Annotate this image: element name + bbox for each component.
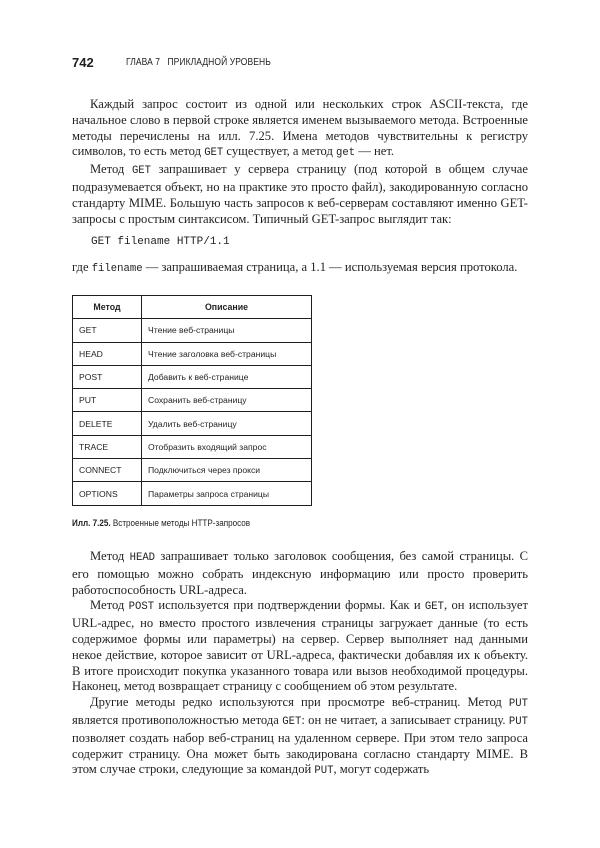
paragraph-get-method: Метод GET запрашивает у сервера страницу (под которой в общем случае подразумевается объект, но на практике это просто файл), закодированную согласно стандарту MIME. Большую часть запросов к веб-серверам составляют именно GET-запросы с простым синтаксисом. Типичный GET-запрос выглядит так:	[72, 162, 528, 226]
paragraph-put-method: Другие методы редко используются при просмотре веб-страниц. Метод PUT является противоположностью метода GET: он не читает, а записывает страницу. PUT позволяет создать набор веб-страниц на удаленном сервере. При этом тело запроса содержит страницу. Она может быть закодирована согласно стандарту MIME. В этом случае строки, следующие за командой PUT, могут содержать	[72, 695, 528, 778]
paragraph-head-method: Метод HEAD запрашивает только заголовок сообщения, без самой страницы. С его помощью можно собрать индексную информацию или просто проверить работоспособность URL-адреса.	[72, 549, 529, 597]
paragraph-request-structure: Каждый запрос состоит из одной или нескольких строк ASCII-текста, где начальное слово в первой строке является именем вызываемого метода. Встроенные методы перечислены на илл. 7.25. Имена методов чувствительны к регистру символов, то есть метод GET существует, а метод get — нет.	[72, 97, 528, 160]
inline-code: PUT	[314, 765, 334, 778]
table-row	[73, 412, 312, 435]
inline-code: PUT	[508, 698, 528, 711]
method-cell: DELETE	[73, 412, 142, 435]
body-text	[72, 549, 528, 780]
table-row	[73, 342, 312, 365]
inline-code: PUT	[508, 715, 528, 728]
caption-text: Встроенные методы HTTP-запросов	[110, 518, 251, 528]
intro-text	[72, 97, 528, 227]
chapter-title: ГЛАВА 7 ПРИКЛАДНОЙ УРОВЕНЬ	[126, 57, 271, 68]
running-header	[72, 55, 532, 71]
inline-code: POST	[128, 601, 155, 614]
inline-code: GET	[282, 715, 302, 728]
method-cell: PUT	[73, 389, 142, 412]
figure-caption	[72, 518, 250, 528]
code-example: GET filename HTTP/1.1	[91, 236, 230, 248]
inline-code: HEAD	[129, 552, 156, 564]
method-cell: OPTIONS	[73, 482, 142, 505]
table-row	[73, 365, 312, 388]
description-cell: Чтение заголовка веб-страницы	[142, 342, 312, 365]
page-number: 742	[72, 55, 94, 70]
table-row	[73, 459, 312, 482]
inline-code: GET	[131, 165, 152, 178]
http-methods-table	[72, 295, 312, 506]
table-row	[73, 389, 312, 412]
method-cell: CONNECT	[73, 459, 142, 482]
description-cell: Добавить к веб-странице	[142, 365, 312, 388]
caption-label: Илл. 7.25.	[72, 518, 111, 528]
method-cell: POST	[73, 365, 142, 388]
paragraph-post-method: Метод POST используется при подтверждении формы. Как и GET, он использует URL-адрес, но вместо простого извлечения страницы загружает данные (то есть содержимое формы или параметры) на сервер. Сервер выполняет над данными некое действие, которое зависит от URL-адреса, фактически добавляя их к объекту. В итоге происходит покупка указанного товара или вызов необходимой процедуры. Наконец, метод возвращает страницу с сообщением об этом результате.	[72, 598, 528, 694]
inline-code: GET	[204, 147, 224, 160]
inline-code: filename	[91, 263, 143, 275]
description-cell: Параметры запроса страницы	[142, 482, 312, 505]
paragraph-filename: где filename — запрашиваемая страница, а 1.1 — используемая версия протокола.	[72, 260, 518, 275]
description-cell: Отобразить входящий запрос	[142, 435, 312, 458]
table-row	[73, 435, 312, 458]
method-cell: HEAD	[73, 342, 142, 365]
inline-code: get	[336, 147, 356, 160]
column-header-description: Описание	[142, 296, 312, 319]
table-row	[73, 482, 312, 505]
description-cell: Удалить веб-страницу	[142, 412, 312, 435]
description-cell: Сохранить веб-страницу	[142, 389, 312, 412]
filename-explanation	[72, 260, 528, 278]
description-cell: Подключиться через прокси	[142, 459, 312, 482]
column-header-method: Метод	[73, 296, 142, 319]
table-header-row	[73, 296, 312, 319]
method-cell: TRACE	[73, 435, 142, 458]
inline-code: GET	[424, 601, 444, 614]
method-cell: GET	[73, 319, 142, 342]
table-row	[73, 319, 312, 342]
description-cell: Чтение веб-страницы	[142, 319, 312, 342]
